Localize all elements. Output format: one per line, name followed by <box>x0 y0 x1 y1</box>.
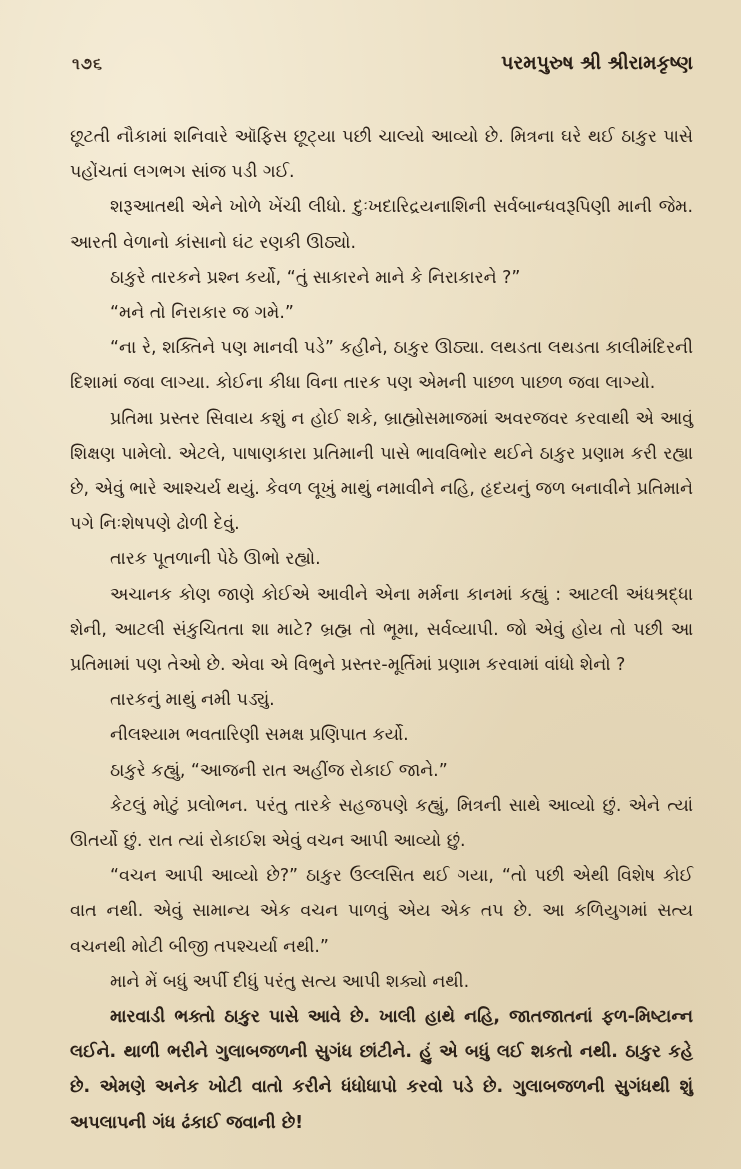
paragraph-4: “મને તો નિરાકાર જ ગમે.” <box>110 303 294 324</box>
paragraph-14: માને મેં બધું અર્પી દીધું પરંતુ સત્ય આપી શક્યો નથી. <box>110 971 470 992</box>
paragraph-7: તારક પૂતળાની પેઠે ઊભો રહ્યો. <box>110 549 321 570</box>
paragraph-15: મારવાડી ભક્તો ઠાકુર પાસે આવે છે. ખાલી હાથે નહિ, જાતજાતનાં ફળ-મિષ્ટાન્ન લઈને. થાળી ભરીને ગુલાબજળની સુગંધ છાંટીને. હું એ બધું લઈ શકતો નથી. ઠાકુર કહે છે. એમણે અનેક ખોટી વાતો કરીને ધંધોધાપો કરવો પડે છે. ગુલાબજળની સુગંધથી શું અપલાપની ગંધ ઢંકાઈ જવાની છે! <box>70 1007 693 1133</box>
running-title: પરમપુરુષ શ્રી શ્રીરામકૃષ્ણ <box>501 52 693 74</box>
body-text <box>70 120 693 1141</box>
paragraph-11: ઠાકુરે કહ્યું, “આજની રાત અહીંજ રોકાઈ જાને.” <box>110 760 448 781</box>
paragraph-6: પ્રતિમા પ્રસ્તર સિવાય કશું ન હોઈ શકે, બ્રાહ્મોસમાજમાં અવરજવર કરવાથી એ આવું શિક્ષણ પામેલો. એટલે, પાષાણકારા પ્રતિમાની પાસે ભાવવિભોર થઈને ઠાકુર પ્રણામ કરી રહ્યા છે, એવું ભારે આશ્ચર્ય થયું. કેવળ લૂખું માથું નમાવીને નહિ, હૃદયનું જળ બનાવીને પ્રતિમાને પગે નિઃશેષપણે ઢોળી દેવું. <box>70 408 693 535</box>
paragraph-3: ઠાકુરે તારકને પ્રશ્ન કર્યો, “તું સાકારને માને કે નિરાકારને ?” <box>110 267 521 288</box>
page-header <box>70 52 693 102</box>
paragraph-2: શરૂઆતથી એને ખોળે ખેંચી લીધો. દુઃખદારિદ્રયનાશિની સર્વબાન્ધવરૂપિણી માની જેમ. આરતી વેળાનો કાંસાનો ઘંટ રણકી ઊઠ્યો. <box>70 197 693 253</box>
paragraph-12: કેટલું મોટું પ્રલોભન. પરંતુ તારકે સહજપણે કહ્યું, મિત્રની સાથે આવ્યો છું. એને ત્યાં ઊતર્યો છું. રાત ત્યાં રોકાઈશ એવું વચન આપી આવ્યો છું. <box>70 795 693 852</box>
paragraph-8: અચાનક કોણ જાણે કોઈએ આવીને એના મર્મના કાનમાં કહ્યું : આટલી અંધશ્રદ્ધા શેની, આટલી સંકુચિતતા શા માટે? બ્રહ્મ તો ભૂમા, સર્વવ્યાપી. જો એવું હોય તો પછી આ પ્રતિમામાં પણ તેઓ છે. એવા એ વિભુને પ્રસ્તર-મૂર્તિમાં પ્રણામ કરવામાં વાંધો શેનો ? <box>70 584 693 676</box>
page-number: ૧૭૬ <box>72 54 103 73</box>
paragraph-9: તારકનું માથું નમી પડ્યું. <box>110 690 275 711</box>
paragraph-1: છૂટતી નૌકામાં શનિવારે ઑફિસ છૂટ્યા પછી ચાલ્યો આવ્યો છે. મિત્રના ઘરે થઈ ઠાકુર પાસે પહોંચતાં લગભગ સાંજ પડી ગઈ. <box>70 127 693 183</box>
paragraph-13: “વચન આપી આવ્યો છે?” ઠાકુર ઉલ્લસિત થઈ ગયા, “તો પછી એથી વિશેષ કોઈ વાત નથી. એવું સામાન્ય એક વચન પાળવું એય એક તપ છે. આ કળિયુગમાં સત્ય વચનથી મોટી બીજી તપશ્ચર્યા નથી.” <box>70 866 693 957</box>
paragraph-10: નીલશ્યામ ભવતારિણી સમક્ષ પ્રણિપાત કર્યો. <box>110 725 409 746</box>
paragraph-5: “ના રે, શક્તિને પણ માનવી પડે” કહીને, ઠાકુર ઊઠ્યા. લથડતા લથડતા કાલીમંદિરની દિશામાં જવા લાગ્યા. કોઈના કીધા વિના તારક પણ એમની પાછળ પાછળ જવા લાગ્યો. <box>70 338 693 394</box>
